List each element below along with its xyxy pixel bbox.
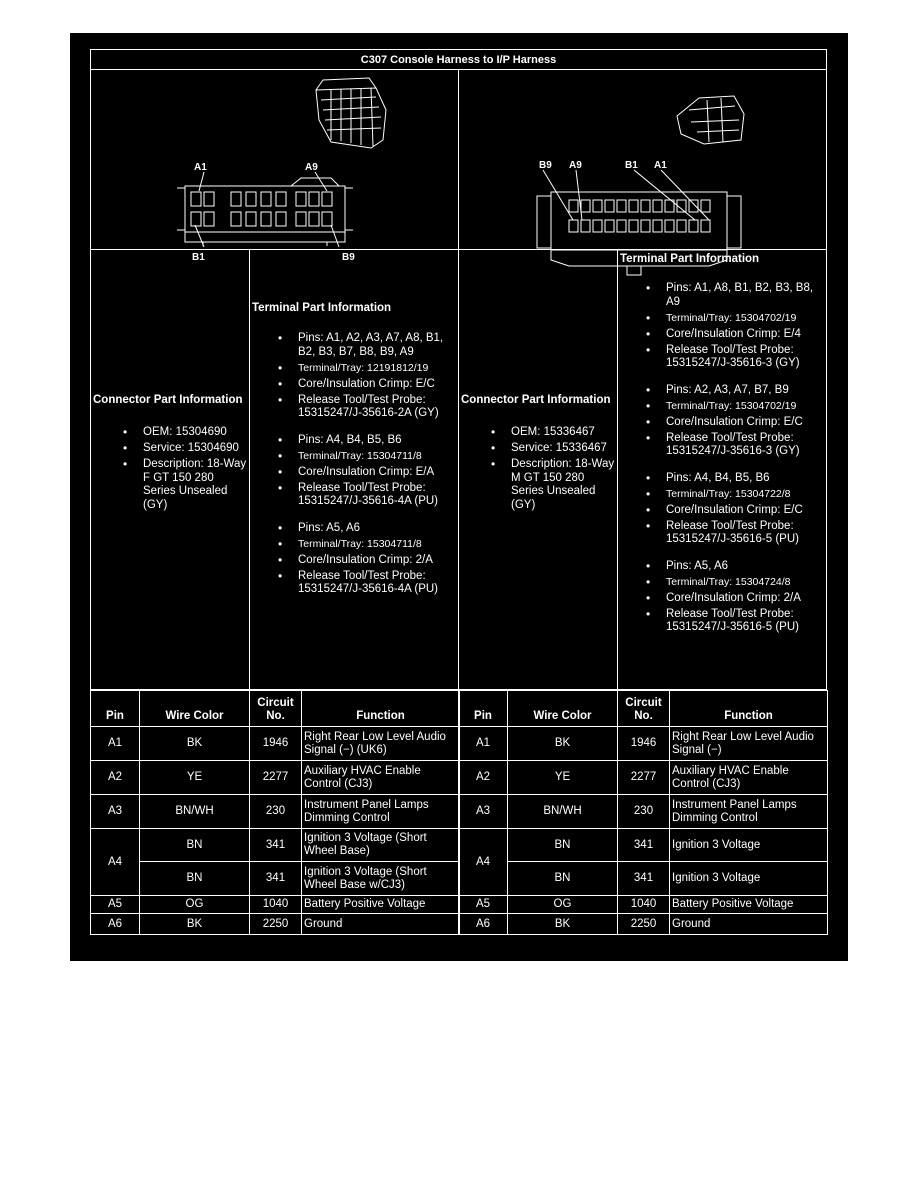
terminal-group	[640, 560, 826, 635]
header-pin: Pin	[90, 690, 140, 727]
wire-color-cell: BK	[507, 726, 618, 761]
tray-item: • Terminal/Tray: 15304711/8	[272, 450, 458, 464]
header-wire-color: Wire Color	[507, 690, 618, 727]
crimp-item: • Core/Insulation Crimp: E/4	[640, 328, 826, 342]
wire-color-cell: BN/WH	[507, 794, 618, 829]
function-cell: Battery Positive Voltage	[669, 895, 828, 914]
crimp-item: • Core/Insulation Crimp: E/C	[272, 378, 458, 392]
wire-color-cell: BK	[139, 913, 250, 935]
pin-cell: A4	[458, 828, 508, 896]
function-cell: Auxiliary HVAC Enable Control (CJ3)	[669, 760, 828, 795]
oem-item: • OEM: 15304690	[117, 426, 249, 440]
pins-item: • Pins: A5, A6	[272, 522, 458, 536]
pin-cell: A1	[458, 726, 508, 761]
circuit-no-cell: 1040	[617, 895, 670, 914]
pin-cell: A3	[90, 794, 140, 829]
circuit-no-cell: 1040	[249, 895, 302, 914]
pin-cell: A3	[458, 794, 508, 829]
pins-item: • Pins: A4, B4, B5, B6	[640, 472, 826, 486]
connector-part-header: Connector Part Information	[93, 394, 243, 406]
crimp-item: • Core/Insulation Crimp: E/C	[640, 416, 826, 430]
header-pin: Pin	[458, 690, 508, 727]
function-cell: Right Rear Low Level Audio Signal (−) (UK6)	[301, 726, 460, 761]
tool-item: • Release Tool/Test Probe: 15315247/J-35616-3 (GY)	[640, 344, 826, 371]
header-circuit-no: Circuit No.	[617, 690, 670, 727]
wire-color-cell: BN	[507, 861, 618, 896]
wire-color-cell: BK	[139, 726, 250, 761]
circuit-no-cell: 230	[249, 794, 302, 829]
service-item: • Service: 15304690	[117, 442, 249, 456]
terminal-part-header: Terminal Part Information	[252, 302, 392, 314]
callout-a1: A1	[194, 162, 207, 173]
description-item: • Description: 18-Way M GT 150 280 Series Unsealed (GY)	[485, 458, 617, 512]
wire-color-cell: BN	[507, 828, 618, 862]
terminal-group	[272, 332, 458, 421]
crimp-item: • Core/Insulation Crimp: E/A	[272, 466, 458, 480]
tray-item: • Terminal/Tray: 15304722/8	[640, 488, 826, 502]
callout-a9: A9	[569, 160, 582, 171]
function-cell: Ground	[669, 913, 828, 935]
pins-item: • Pins: A5, A6	[640, 560, 826, 574]
tool-item: • Release Tool/Test Probe: 15315247/J-35616-5 (PU)	[640, 520, 826, 547]
callout-a1: A1	[654, 160, 667, 171]
crimp-item: • Core/Insulation Crimp: 2/A	[272, 554, 458, 568]
function-cell: Ignition 3 Voltage (Short Wheel Base)	[301, 828, 460, 862]
wire-color-cell: YE	[507, 760, 618, 795]
document-frame	[70, 33, 848, 961]
tool-item: • Release Tool/Test Probe: 15315247/J-35616-4A (PU)	[272, 482, 458, 509]
header-circuit-no: Circuit No.	[249, 690, 302, 727]
crimp-item: • Core/Insulation Crimp: 2/A	[640, 592, 826, 606]
wire-color-cell: OG	[507, 895, 618, 914]
right-terminal-part-info	[617, 249, 827, 690]
pins-item: • Pins: A2, A3, A7, B7, B9	[640, 384, 826, 398]
pin-cell: A4	[90, 828, 140, 896]
pin-cell: A5	[458, 895, 508, 914]
tray-item: • Terminal/Tray: 12191812/19	[272, 362, 458, 376]
function-cell: Battery Positive Voltage	[301, 895, 460, 914]
terminal-part-header: Terminal Part Information	[620, 253, 760, 265]
circuit-no-cell: 2277	[249, 760, 302, 795]
circuit-no-cell: 341	[249, 861, 302, 896]
tray-item: • Terminal/Tray: 15304702/19	[640, 312, 826, 326]
tray-item: • Terminal/Tray: 15304702/19	[640, 400, 826, 414]
callout-b1: B1	[625, 160, 638, 171]
connector-part-list	[93, 426, 249, 512]
function-cell: Instrument Panel Lamps Dimming Control	[669, 794, 828, 829]
tool-item: • Release Tool/Test Probe: 15315247/J-35616-2A (GY)	[272, 394, 458, 421]
circuit-no-cell: 1946	[249, 726, 302, 761]
wire-color-cell: OG	[139, 895, 250, 914]
pin-cell: A1	[90, 726, 140, 761]
circuit-no-cell: 341	[617, 861, 670, 896]
circuit-no-cell: 2250	[617, 913, 670, 935]
circuit-no-cell: 230	[617, 794, 670, 829]
header-wire-color: Wire Color	[139, 690, 250, 727]
wire-color-cell: BN	[139, 861, 250, 896]
pins-item: • Pins: A4, B4, B5, B6	[272, 434, 458, 448]
pin-cell: A5	[90, 895, 140, 914]
connector-part-list	[461, 426, 617, 512]
callout-b9: B9	[342, 252, 355, 263]
tool-item: • Release Tool/Test Probe: 15315247/J-35616-4A (PU)	[272, 570, 458, 597]
page-title: C307 Console Harness to I/P Harness	[90, 49, 827, 70]
pin-cell: A2	[90, 760, 140, 795]
male-connector-diagram	[459, 70, 826, 249]
wire-color-cell: YE	[139, 760, 250, 795]
circuit-no-cell: 341	[617, 828, 670, 862]
tray-item: • Terminal/Tray: 15304711/8	[272, 538, 458, 552]
function-cell: Ignition 3 Voltage (Short Wheel Base w/CJ3)	[301, 861, 460, 896]
female-connector-diagram	[91, 70, 458, 263]
header-function: Function	[669, 690, 828, 727]
left-connector-drawing	[90, 69, 459, 263]
callout-a9: A9	[305, 162, 318, 173]
function-cell: Instrument Panel Lamps Dimming Control	[301, 794, 460, 829]
terminal-group	[640, 384, 826, 459]
callout-b9: B9	[539, 160, 552, 171]
right-connector-drawing	[458, 69, 827, 250]
service-item: • Service: 15336467	[485, 442, 617, 456]
left-connector-part-info	[90, 249, 250, 690]
terminal-group	[272, 522, 458, 597]
tray-item: • Terminal/Tray: 15304724/8	[640, 576, 826, 590]
callout-b1: B1	[192, 252, 205, 263]
description-item: • Description: 18-Way F GT 150 280 Series Unsealed (GY)	[117, 458, 249, 512]
right-connector-part-info	[458, 249, 618, 690]
function-cell: Auxiliary HVAC Enable Control (CJ3)	[301, 760, 460, 795]
wire-color-cell: BN	[139, 828, 250, 862]
terminal-group	[640, 282, 826, 371]
header-function: Function	[301, 690, 460, 727]
function-cell: Ground	[301, 913, 460, 935]
circuit-no-cell: 2277	[617, 760, 670, 795]
oem-item: • OEM: 15336467	[485, 426, 617, 440]
pin-cell: A2	[458, 760, 508, 795]
function-cell: Ignition 3 Voltage	[669, 828, 828, 862]
circuit-no-cell: 1946	[617, 726, 670, 761]
pins-item: • Pins: A1, A8, B1, B2, B3, B8, A9	[640, 282, 826, 309]
function-cell: Ignition 3 Voltage	[669, 861, 828, 896]
terminal-group	[272, 434, 458, 509]
pins-item: • Pins: A1, A2, A3, A7, A8, B1, B2, B3, B7, B8, B9, A9	[272, 332, 458, 359]
tool-item: • Release Tool/Test Probe: 15315247/J-35616-5 (PU)	[640, 608, 826, 635]
circuit-no-cell: 341	[249, 828, 302, 862]
pin-cell: A6	[90, 913, 140, 935]
wire-color-cell: BK	[507, 913, 618, 935]
tool-item: • Release Tool/Test Probe: 15315247/J-35616-3 (GY)	[640, 432, 826, 459]
terminal-group	[640, 472, 826, 547]
function-cell: Right Rear Low Level Audio Signal (−)	[669, 726, 828, 761]
pin-cell: A6	[458, 913, 508, 935]
left-terminal-part-info	[249, 249, 459, 690]
connector-part-header: Connector Part Information	[461, 394, 611, 406]
crimp-item: • Core/Insulation Crimp: E/C	[640, 504, 826, 518]
circuit-no-cell: 2250	[249, 913, 302, 935]
wire-color-cell: BN/WH	[139, 794, 250, 829]
